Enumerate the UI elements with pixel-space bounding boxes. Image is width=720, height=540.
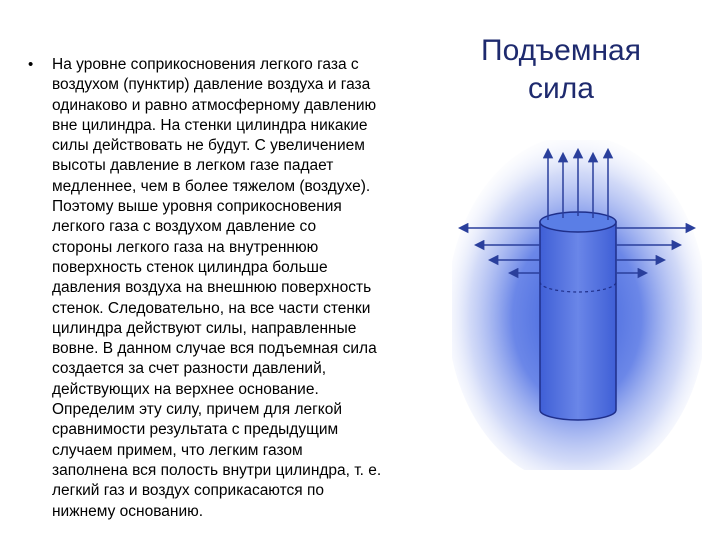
body-paragraph xyxy=(52,55,462,522)
body-line: легкий газ и воздух соприкасаются по xyxy=(52,482,324,500)
body-line: стороны легкого газа на внутреннюю xyxy=(52,238,319,256)
body-line: создается за счет разности давлений, xyxy=(52,360,327,378)
body-line: высоты давление в легком газе падает xyxy=(52,157,334,175)
body-line: одинаково и равно атмосферному давлению xyxy=(52,96,377,114)
body-line: воздухом (пунктир) давление воздуха и газа xyxy=(52,76,371,94)
slide-title-line: Подъемная xyxy=(481,34,641,67)
cylinder-body xyxy=(540,222,616,420)
body-line: поверхность стенок цилиндра больше xyxy=(52,258,328,276)
body-line: давления воздуха на внешнюю поверхность xyxy=(52,279,372,297)
body-line: Определим эту силу, причем для легкой xyxy=(52,401,342,419)
body-line: случаем примем, что легким газом xyxy=(52,441,303,459)
body-line: нижнему основанию. xyxy=(52,502,204,520)
slide-title xyxy=(466,32,656,108)
body-line: вне цилиндра. На стенки цилиндра никакие xyxy=(52,116,368,134)
slide-title-line: сила xyxy=(528,72,594,105)
cylinder-illustration xyxy=(452,140,702,470)
body-line: цилиндра действуют силы, направленные xyxy=(52,319,357,337)
body-line: стенок. Следовательно, на все части стенки xyxy=(52,299,371,317)
list-bullet: • xyxy=(28,56,34,73)
body-line: вовне. В данном случае вся подъемная сила xyxy=(52,340,377,358)
body-line: На уровне соприкосновения легкого газа с xyxy=(52,56,359,73)
body-line: заполнена вся полость внутри цилиндра, т. е. xyxy=(52,461,382,479)
body-line: силы действовать не будут. С увеличением xyxy=(52,137,365,155)
body-line: сравнимости результата с предыдущим xyxy=(52,421,339,439)
body-line: медленнее, чем в более тяжелом (воздухе). xyxy=(52,177,371,195)
body-line: легкого газа с воздухом давление со xyxy=(52,218,317,236)
body-line: Поэтому выше уровня соприкосновения xyxy=(52,198,342,216)
body-line: действующих на верхнее основание. xyxy=(52,380,319,398)
